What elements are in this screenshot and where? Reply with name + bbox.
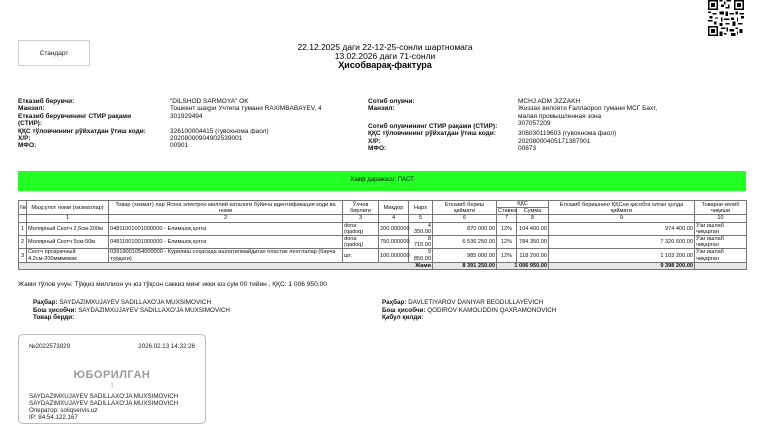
cell-price: 4 350.00 [409,222,433,235]
cell-catalog: 04811001001000000 - Елимшоқ қоғоз [109,222,343,235]
cell-vat-rate: 12% [497,236,517,249]
buyer-account-label: Х/Р: [368,137,381,145]
stamp-datetime: 2026.02.13 14:32:26 [138,343,195,350]
stamp-person-2: SAYDAZIMXUJAYEV SADILLAXO'JA MUXSIMOVICH [29,400,179,407]
cell-total: 1 103 200.00 [549,249,695,262]
cell-vat-sum: 104 400.00 [517,222,549,235]
buyer-stir-label: Сотиб олувчининг СТИР рақами (СТИР): [368,123,498,130]
col-number: 4 [379,215,409,222]
cell-price: 9 850.00 [409,249,433,262]
supplier-stir-label: Етказиб берувчининг СТИР рақами [18,112,132,120]
issued-label: Товар берди: [33,314,75,321]
col-catalog: Товар (хизмат) лар Ягона электрон миллий каталоги бўйича идентификация коди ва номи [109,201,343,215]
buyer-accountant: QODIROV KAMOLIDDIN QAXRAMONOVICH [427,306,557,314]
buyer-head: DAVLETIYAROV DANIYAR BEGDULLAYEVICH [408,299,544,306]
table-header-row [19,201,747,208]
total-origin-blank [695,262,747,269]
cell-catalog: 03919001054000000 - Курилиш соҳасида ишлатилмайдиган пластик лентлалар (барча турдаги) [109,249,343,262]
cell-name: Скотч прозрачный 4.2см-200мммммм [27,249,109,262]
col-unit: Ўлчов бирлиги [343,201,379,215]
cell-price: 8 715.00 [409,236,433,249]
cell-no: 2 [19,236,27,249]
supplier-accountant-line [33,307,230,314]
cell-vat-rate: 12% [497,249,517,262]
col-number: 9 [549,215,695,222]
cell-no: 1 [19,222,27,235]
accountant-label: Бош ҳисобчи: [33,306,77,314]
supplier-vat-label: ҚҚС тўловчининг рўйхатдан ўтиш коди: [18,127,146,135]
risk-level-text: Хавф даражаси: ПАСТ [350,177,414,183]
cell-cost: 6 536 250.00 [433,236,497,249]
col-vat-sum: Сумма [517,208,549,215]
buyer-address-1: Жиззах вилояти Ғаллаорол тумани МСГ Бахт, [518,105,658,113]
buyer-label: Сотиб олувчи: [368,98,415,105]
stamp-operator: Оператор: soliqservis.uz [29,407,98,414]
cell-no: 3 [19,249,27,262]
cell-unit: dona (qadoq) [343,236,379,249]
stamp-extra: 1 [110,383,114,389]
total-label: Жами [19,262,433,269]
sum-in-words: Жами тўлов учун: Тўққиз миллион уч юз тўқсон саккиз минг икки юз сум 00 тийин , ҚҚС: 1 006 950.00 [18,281,327,288]
col-number: 6 [433,215,497,222]
table-row [19,249,747,262]
col-number: 8 [517,215,549,222]
cell-total: 974 400.00 [549,222,695,235]
supplier-stir: 301929494 [170,112,203,120]
supplier-accountant: SAYDAZIMXUJAYEV SADILLAXO'JA MUXSIMOVICH [78,306,230,314]
stamp-person: SAYDAZIMXUJAYEV SADILLAXO'JA MUXSIMOVICH [29,393,179,400]
col-number: 2 [109,215,343,222]
col-delivery-cost: Етказиб бериш қиймати [433,201,497,215]
col-qty: Миқдор [379,201,409,215]
supplier-stir-label-2: (СТИР): [18,120,43,128]
supplier-mfo: 00901 [170,142,189,150]
col-number-blank [19,215,27,222]
items-table [18,200,747,270]
total-sum: 9 398 200.00 [549,262,695,269]
contract-line: 22.12.2025 даги 22-12-25-сонли шартномага [297,42,473,52]
issued-line [33,314,74,321]
col-vat-rate: Ставка [498,208,517,215]
buyer-mfo: 00873 [518,145,537,153]
buyer-address-label: Манзил: [368,105,395,113]
cell-name: Молярный Скотч 5см-50м [27,236,109,249]
received-line [382,314,423,321]
supplier-mfo-label: МФО: [18,142,37,150]
cell-qty: 750.000000 [379,236,409,249]
standard-label: Стандарт [39,49,69,57]
table-total-row [19,262,747,269]
supplier-account: 20208000904902539001 [170,135,243,142]
supplier-address: Тошкент шаҳри Учтепа тумани RAXIMBABAYEV, 4 [170,105,322,113]
col-price: Нарх [409,201,433,215]
qr-code-icon [706,0,746,36]
buyer-vat-label: ҚҚС тўловчининг рўйхатдан ўтиш коди: [368,130,496,138]
received-label: Қабул қилди: [382,314,424,321]
total-vat: 1 006 950.00 [497,262,549,269]
col-origin: Товарни келиб чиқиши [695,201,747,215]
risk-level-banner [18,171,746,191]
column-number-row [19,215,747,222]
cell-cost: 985 000.00 [433,249,497,262]
col-number: 1 [27,215,109,222]
supplier-head: SAYDAZIMXUJAYEV SADILLAXO'JA MUXSIMOVICH [59,299,211,306]
cell-cost: 870 000.00 [433,222,497,235]
col-number: 10 [695,215,747,222]
cell-catalog: 04811001001000000 - Елимшоқ қоғоз [109,236,343,249]
cell-qty: 100.000000 [379,249,409,262]
supplier-account-label: Х/Р: [18,135,31,142]
page-title: Ҳисобварақ-фактура [338,60,432,70]
cell-vat-sum: 784 350.00 [517,236,549,249]
buyer-mfo-label: МФО: [368,145,387,153]
standard-button[interactable] [18,40,90,66]
supplier-block [18,98,348,158]
stamp-number: №2022573929 [29,343,71,350]
buyer-accountant-label: Бош ҳисобчи: [382,306,426,314]
cell-qty: 200.000000 [379,222,409,235]
buyer-block [368,98,746,158]
head-label: Раҳбар: [33,299,58,306]
buyer-accountant-line [382,307,556,314]
cell-origin: Ўзи ишлаб чиқарган [695,222,747,235]
cell-origin: Ўзи ишлаб чиқарган [695,236,747,249]
buyer-head-label: Раҳбар: [382,299,407,306]
col-name: Маҳсулот номи (хизматлар) [27,201,109,215]
cell-total: 7 320 600.00 [549,236,695,249]
stamp-status: ЮБОРИЛГАН [73,369,151,381]
buyer-head-line [382,299,543,306]
col-no: № [19,201,27,215]
electronic-stamp [18,334,206,424]
buyer-vat-code: 308030119603 (гувохнома фаол) [518,130,617,138]
col-number: 3 [343,215,379,222]
buyer-name: MCHJ ADM JIZZAKH [518,98,581,105]
supplier-label: Етказиб берувчи: [18,98,75,105]
supplier-address-label: Манзил: [18,105,45,113]
col-number: 5 [409,215,433,222]
stamp-ip: IP: 84.54.122.167 [29,414,78,421]
table-row [19,236,747,249]
total-cost: 8 391 250.00 [433,262,497,269]
cell-origin: Ўзи ишлаб чиқарган [695,249,747,262]
col-number: 7 [497,215,517,222]
supplier-name: "DILSHOD SARMOYA" OK [170,98,249,105]
cell-name: Молярный Скотч 2,5см-200м [27,222,109,235]
buyer-stir: 307057209 [518,120,551,128]
col-vat: ҚҚС [497,201,549,208]
buyer-address-2: малая промышленная зона [518,112,602,120]
supplier-head-line [33,299,211,306]
invoice-number-line: 13.02.2026 даги 71-сонли [334,51,436,61]
table-row [19,222,747,235]
supplier-vat-code: 326100004415 (гувохнома фаол) [170,127,269,135]
cell-vat-rate: 12% [497,222,517,235]
cell-unit: dona (qadoq) [343,222,379,235]
cell-unit: шт. [343,249,379,262]
buyer-account: 20208000405171387001 [518,137,591,145]
col-total: Етказиб беришнинг ҚҚСни ҳисобга олган ҳолда қиймати [549,201,695,215]
cell-vat-sum: 118 200.00 [517,249,549,262]
